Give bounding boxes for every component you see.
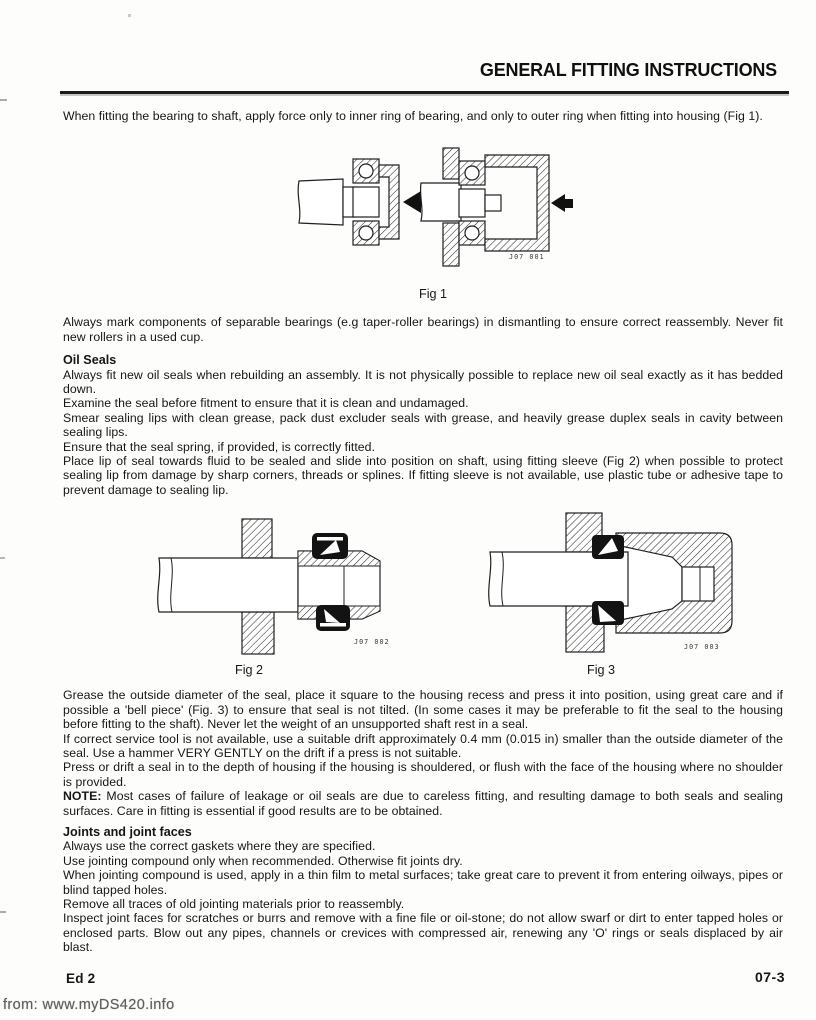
fig3-plate-number: J07 003 bbox=[684, 643, 720, 652]
fig1-diagram bbox=[291, 147, 575, 267]
fig2-plate-number: J07 002 bbox=[354, 638, 390, 647]
bearing-ball-icon bbox=[465, 166, 479, 180]
joints-paragraph: Always use the correct gaskets where they are specified. bbox=[63, 839, 376, 854]
oil-seal-bottom bbox=[316, 605, 350, 631]
oil-seals-paragraph: Always fit new oil seals when rebuilding an assembly. It is not physically possible to replace new oil seal exactly as it has bedded down. bbox=[63, 367, 783, 397]
oil-seal-top bbox=[592, 535, 624, 559]
note-paragraph bbox=[63, 789, 783, 818]
figure-1 bbox=[63, 147, 783, 267]
seal-fitting-paragraph: Grease the outside diameter of the seal, place it square to the housing recess and press it into position, using great care and if possible a 'bell piece' (Fig. 3) to ensure that seal is not tilted. (In some cases it may be preferable to fit the seal to the housing before fitting to the shaft). Never let the weight of an unsupported shaft rest in a seal. bbox=[63, 688, 783, 732]
housing-wall-top bbox=[242, 519, 272, 558]
oil-seals-paragraph: Examine the seal before fitment to ensure that it is clean and undamaged. bbox=[63, 396, 469, 411]
note-label: NOTE: bbox=[63, 789, 102, 804]
housing-wall-bottom bbox=[443, 223, 459, 266]
housing-wall-top bbox=[443, 148, 459, 179]
fig3-caption: Fig 3 bbox=[587, 663, 615, 678]
fig2-caption: Fig 2 bbox=[235, 663, 263, 678]
figure-captions bbox=[63, 663, 783, 678]
bell-bore bbox=[682, 567, 714, 601]
oil-seal-top bbox=[312, 533, 348, 559]
figures-2-3 bbox=[63, 509, 783, 659]
joints-heading: Joints and joint faces bbox=[63, 824, 192, 839]
separable-bearings-paragraph: Always mark components of separable bearings (e.g taper-roller bearings) in dismantling to ensure correct reassembly. Never fit new rollers in a used cup. bbox=[63, 315, 783, 344]
oil-seals-paragraph: Place lip of seal towards fluid to be sealed and slide into position on shaft, using fitting sleeve (Fig 2) when possible to protect sealing lip from damage by sharp corners, threads or splines. If fitting sleeve is not available, use plastic tube or adhesive tape to prevent damage to sealing lip. bbox=[63, 454, 783, 497]
bearing-ball-icon bbox=[465, 226, 479, 240]
scan-artifact bbox=[0, 557, 5, 559]
shaft bbox=[298, 179, 343, 225]
bearing-ball-icon bbox=[359, 164, 373, 178]
fig3-diagram bbox=[480, 509, 760, 659]
oil-seal-bottom bbox=[592, 601, 624, 625]
page-number: 07-3 bbox=[754, 969, 785, 985]
joints-paragraph: When jointing compound is used, apply in a thin film to metal surfaces; take great care to prevent it from entering oilways, pipes or blind tapped holes. bbox=[63, 868, 783, 897]
note-text: Most cases of failure of leakage or oil seals are due to careless fitting, and resulting damage to both seals and sealing surfaces. Care in fitting is essential if good results are to be obtained. bbox=[63, 789, 783, 818]
oil-seals-paragraph: Smear sealing lips with clean grease, pack dust excluder seals with grease, and heavily grease duplex seals in cavity between sealing lips. bbox=[63, 410, 783, 440]
edition-label: Ed 2 bbox=[66, 971, 96, 986]
fig1-caption: Fig 1 bbox=[419, 287, 447, 302]
fig1-left-assembly bbox=[298, 159, 399, 245]
fig1-plate-number: J07 001 bbox=[509, 253, 545, 262]
intro-paragraph: When fitting the bearing to shaft, apply force only to inner ring of bearing, and only to outer ring when fitting into housing (Fig 1). bbox=[63, 109, 763, 123]
joints-paragraph: Use jointing compound only when recommended. Otherwise fit joints dry. bbox=[63, 853, 463, 868]
joints-paragraph: Remove all traces of old jointing materials prior to reassembly. bbox=[63, 896, 405, 911]
bearing-ball-icon bbox=[359, 226, 373, 240]
scan-artifact bbox=[128, 14, 131, 17]
arrow-left-icon bbox=[551, 194, 573, 212]
shaft bbox=[489, 552, 628, 606]
header-rule bbox=[60, 91, 789, 94]
bearing-cup bbox=[379, 165, 399, 239]
page-title: GENERAL FITTING INSTRUCTIONS bbox=[479, 60, 777, 80]
oil-seals-heading: Oil Seals bbox=[63, 353, 117, 368]
joints-paragraph: Inspect joint faces for scratches or burrs and remove with a fine file or oil-stone; do not allow swarf or dirt to enter tapped holes or enclosed parts. Blow out any pipes, channels or crevices with compressed air, renewing any 'O' rings or seals displaced by air blast. bbox=[63, 911, 783, 955]
seal-fitting-paragraph: Press or drift a seal in to the depth of housing if the housing is shouldered, or flush with the face of the housing where no shoulder is provided. bbox=[63, 760, 783, 789]
shaft bbox=[421, 183, 461, 221]
fig2-diagram bbox=[148, 509, 428, 659]
shaft bbox=[158, 558, 298, 612]
seal-fitting-paragraph: If correct service tool is not available, use a suitable drift approximately 0.4 mm (0.015 in) smaller than the outside diameter of the seal. Use a hammer VERY GENTLY on the drift if a press is not suitable. bbox=[63, 731, 783, 760]
scan-artifact bbox=[0, 911, 6, 913]
fig1-right-assembly bbox=[421, 148, 549, 266]
scan-artifact bbox=[0, 99, 7, 101]
housing-wall-bottom bbox=[242, 612, 274, 654]
oil-seals-paragraph: Ensure that the seal spring, if provided, is correctly fitted. bbox=[63, 439, 376, 454]
source-watermark: from: www.myDS420.info bbox=[3, 997, 175, 1013]
